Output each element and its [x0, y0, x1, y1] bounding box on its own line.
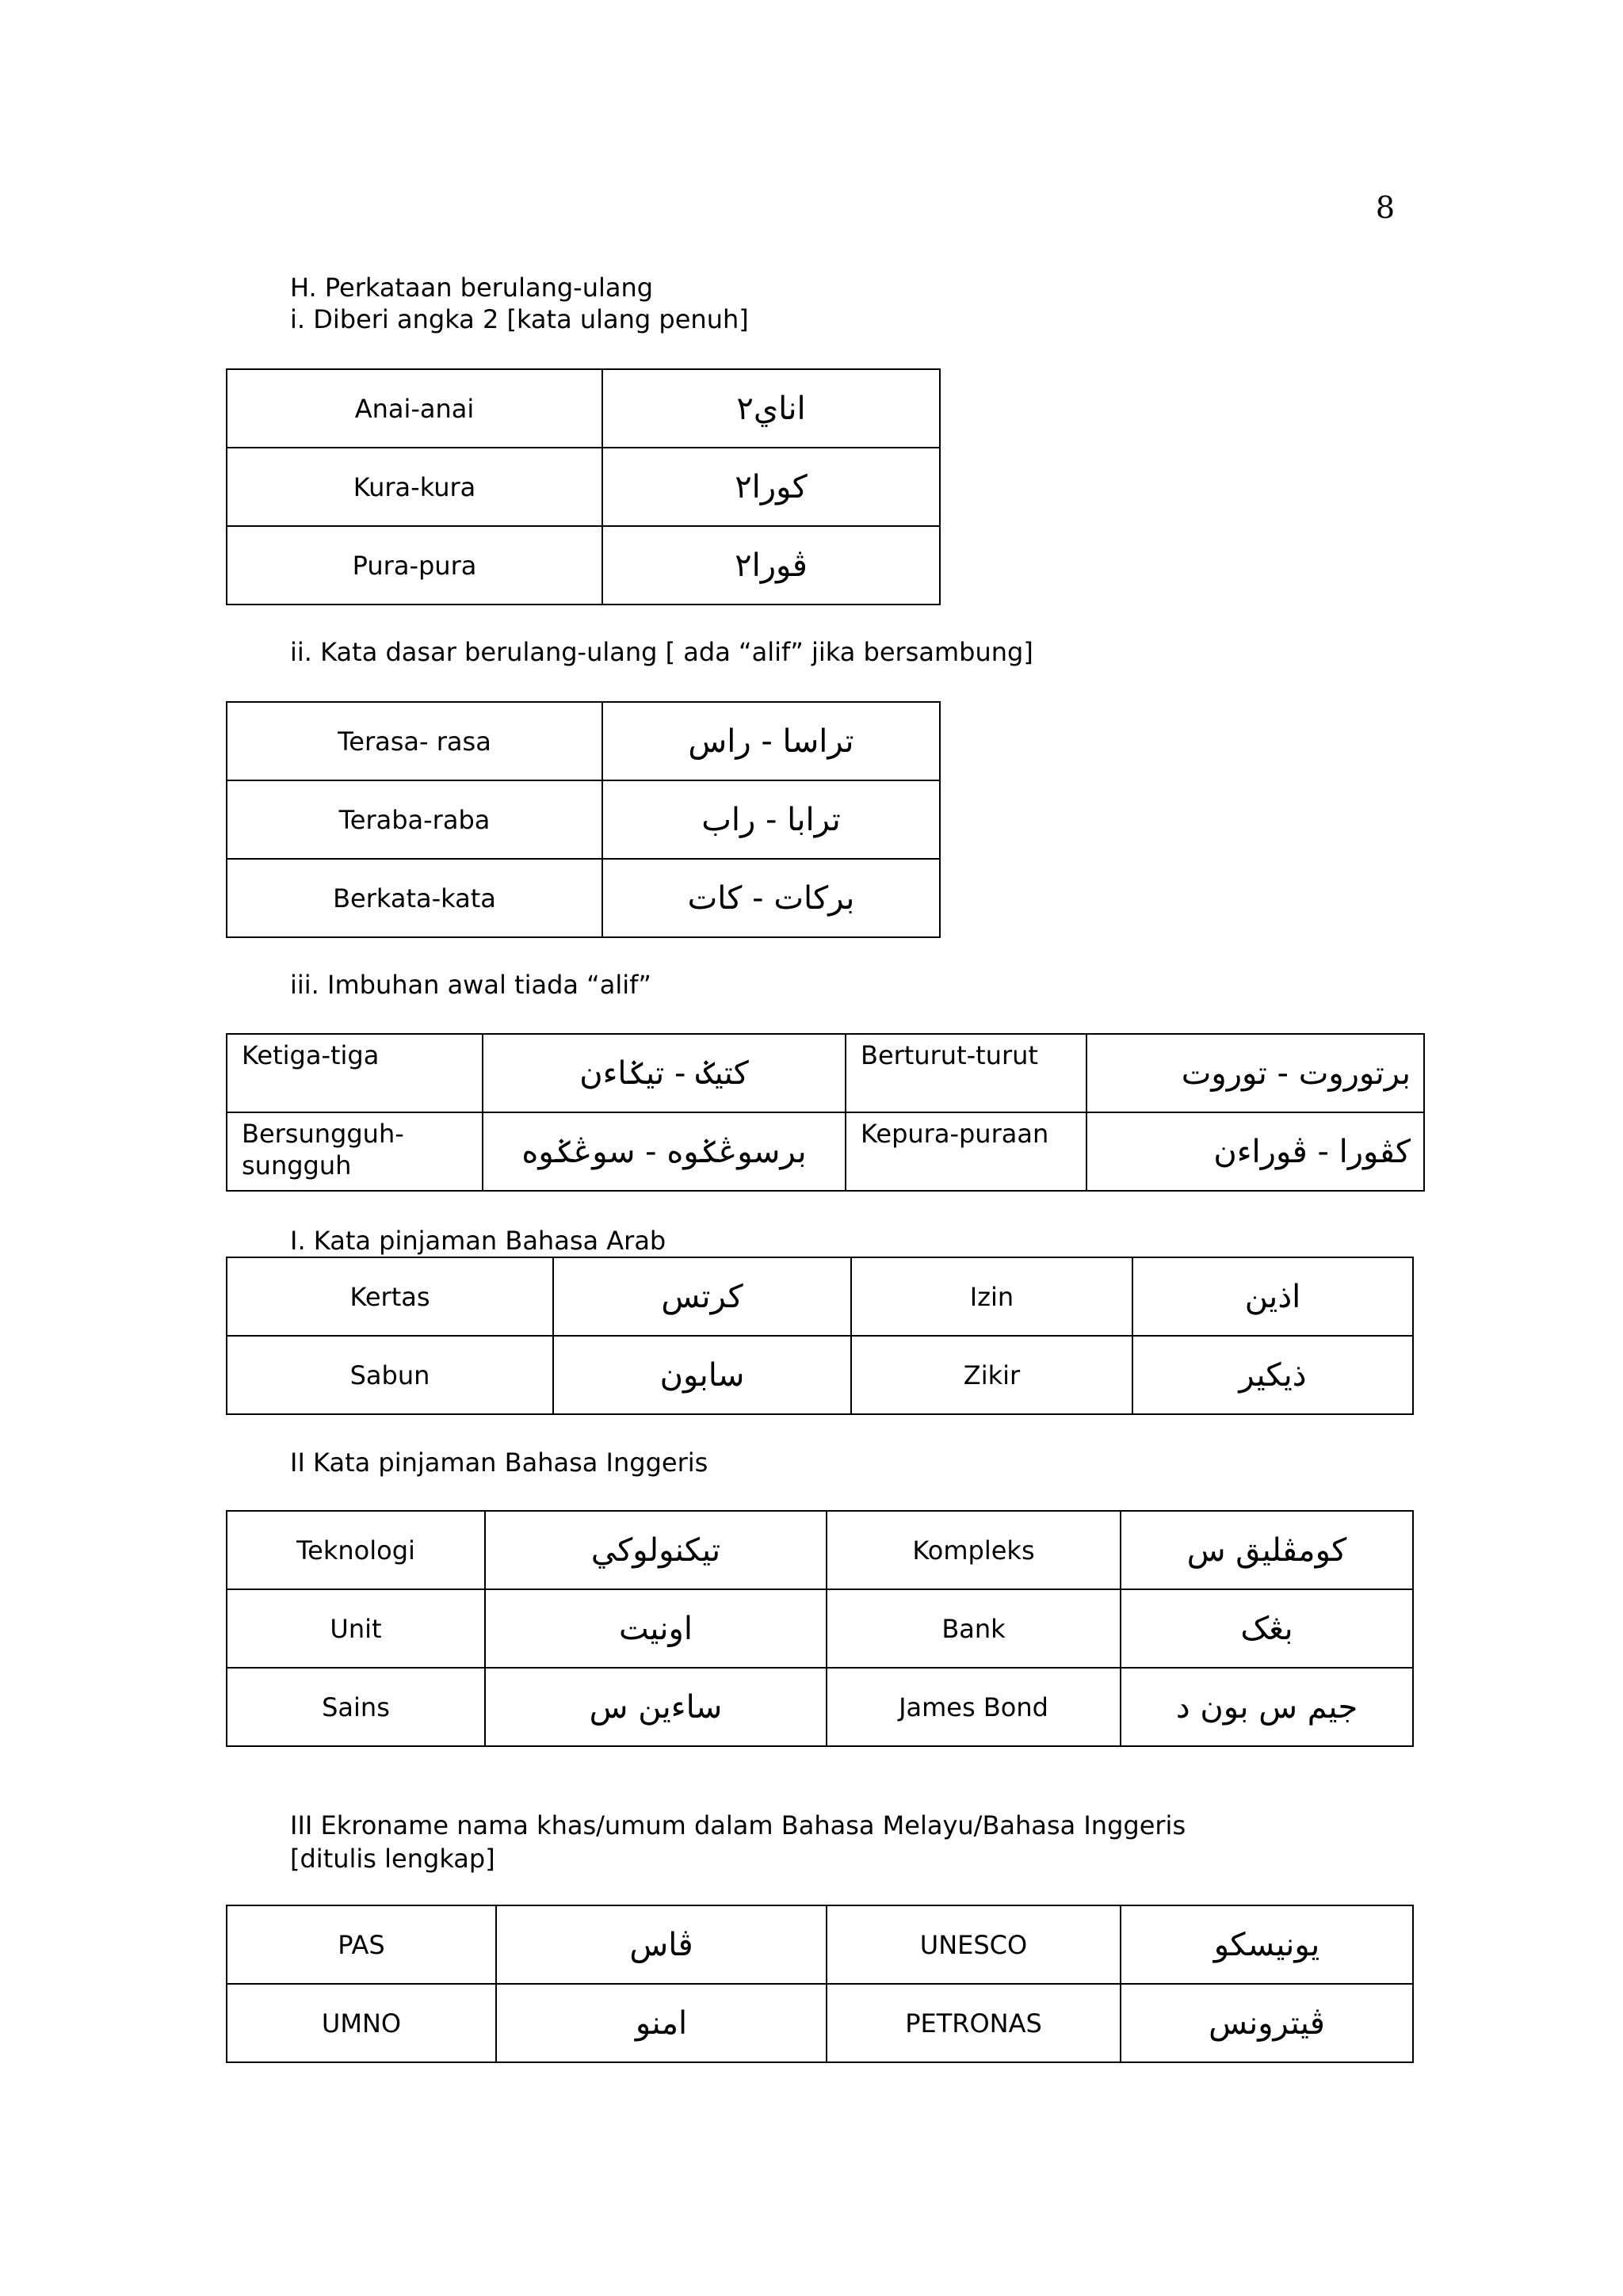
jawi-cell: کڤورا - ڤوراءن: [1086, 1112, 1424, 1191]
jawi-cell: امنو: [496, 1984, 827, 2062]
table-row: [227, 702, 940, 780]
table-row: [227, 1905, 1413, 1984]
section-h-sub-ii: ii. Kata dasar berulang-ulang [ ada “alif” jika bersambung]: [290, 637, 1033, 667]
table-row: [227, 1112, 1424, 1191]
table-pinjaman-arab: [226, 1257, 1414, 1415]
jawi-cell: يونيسکو: [1121, 1905, 1413, 1984]
table-row: [227, 526, 940, 605]
rumi-cell: Zikir: [851, 1336, 1132, 1414]
rumi-cell: Berkata-kata: [227, 859, 602, 937]
jawi-cell: ڤاس: [496, 1905, 827, 1984]
table-imbuhan-awal: [226, 1033, 1425, 1192]
section-h-sub-i: i. Diberi angka 2 [kata ulang penuh]: [290, 304, 749, 334]
rumi-cell: Kompleks: [827, 1511, 1121, 1589]
jawi-cell: ترابا - راب: [602, 780, 940, 859]
table-pinjaman-inggeris: [226, 1510, 1414, 1747]
section-h-sub-iii: iii. Imbuhan awal tiada “alif”: [290, 970, 651, 1000]
jawi-cell: ساءين س: [485, 1668, 827, 1746]
rumi-cell: Teknologi: [227, 1511, 485, 1589]
jawi-cell: تراسا - راس: [602, 702, 940, 780]
jawi-cell: اناي٢: [602, 369, 940, 448]
jawi-cell: کورا٢: [602, 448, 940, 526]
section-inggeris-title: II Kata pinjaman Bahasa Inggeris: [290, 1447, 708, 1478]
rumi-cell: Sabun: [227, 1336, 553, 1414]
table-row: [227, 1034, 1424, 1112]
rumi-cell: Kura-kura: [227, 448, 602, 526]
rumi-cell: PAS: [227, 1905, 496, 1984]
rumi-cell: Teraba-raba: [227, 780, 602, 859]
rumi-cell: Sains: [227, 1668, 485, 1746]
table-row: [227, 780, 940, 859]
section-arab-title: I. Kata pinjaman Bahasa Arab: [290, 1226, 666, 1256]
rumi-cell: Izin: [851, 1257, 1132, 1336]
rumi-cell: Kepura-puraan: [846, 1112, 1086, 1191]
rumi-cell: James Bond: [827, 1668, 1121, 1746]
table-row: [227, 1984, 1413, 2062]
jawi-cell: جيم س بون د: [1121, 1668, 1413, 1746]
table-row: [227, 1589, 1413, 1668]
jawi-cell: سابون: [553, 1336, 851, 1414]
rumi-cell: Anai-anai: [227, 369, 602, 448]
rumi-cell: Bersungguh- sungguh: [227, 1112, 483, 1191]
jawi-cell: کرتس: [553, 1257, 851, 1336]
table-kata-dasar-berulang: [226, 701, 941, 938]
table-row: [227, 1668, 1413, 1746]
rumi-cell: Berturut-turut: [846, 1034, 1086, 1112]
rumi-cell: PETRONAS: [827, 1984, 1121, 2062]
jawi-cell: برسوڠݢوه - سوڠݢوه: [483, 1112, 846, 1191]
table-row: [227, 1511, 1413, 1589]
rumi-cell: Unit: [227, 1589, 485, 1668]
table-akronim: [226, 1905, 1414, 2063]
rumi-cell: Ketiga-tiga: [227, 1034, 483, 1112]
rumi-cell: UMNO: [227, 1984, 496, 2062]
rumi-cell: Kertas: [227, 1257, 553, 1336]
jawi-cell: تيکنولوکي: [485, 1511, 827, 1589]
jawi-cell: کومڤليق س: [1121, 1511, 1413, 1589]
table-row: [227, 1257, 1413, 1336]
jawi-cell: اذين: [1132, 1257, 1413, 1336]
jawi-cell: ڤيترونس: [1121, 1984, 1413, 2062]
jawi-cell: ذيکير: [1132, 1336, 1413, 1414]
table-row: [227, 448, 940, 526]
jawi-cell: کتيݢ - تيݢاءن: [483, 1034, 846, 1112]
table-row: [227, 859, 940, 937]
section-akronim-title: III Ekroname nama khas/umum dalam Bahasa Melayu/Bahasa Inggeris [ditulis lengkap]: [290, 1810, 1186, 1874]
table-kata-ulang-penuh: [226, 368, 941, 605]
rumi-cell: Pura-pura: [227, 526, 602, 605]
table-row: [227, 369, 940, 448]
table-row: [227, 1336, 1413, 1414]
jawi-cell: برتوروت - توروت: [1086, 1034, 1424, 1112]
jawi-cell: برکات - کات: [602, 859, 940, 937]
jawi-cell: اونيت: [485, 1589, 827, 1668]
rumi-cell: Terasa- rasa: [227, 702, 602, 780]
jawi-cell: ڤورا٢: [602, 526, 940, 605]
rumi-cell: UNESCO: [827, 1905, 1121, 1984]
section-h-title: H. Perkataan berulang-ulang: [290, 273, 654, 303]
page-number: 8: [1375, 190, 1395, 225]
jawi-cell: بڠک: [1121, 1589, 1413, 1668]
rumi-cell: Bank: [827, 1589, 1121, 1668]
